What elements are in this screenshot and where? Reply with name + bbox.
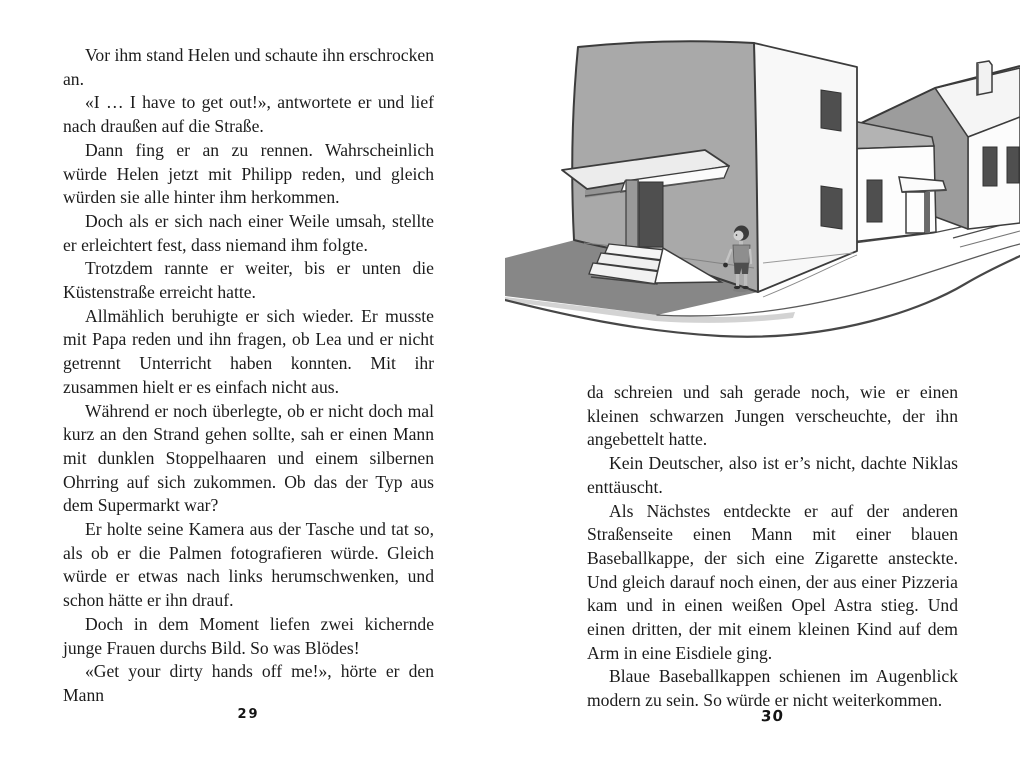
middle-house [843, 120, 946, 243]
paragraph: Als Nächstes entdeckte er auf der anderen Straßenseite einen Mann mit einer blauen Baseballkappe, der sich eine Zigarette ansteckte. Und gleich darauf noch einen, der aus einer Pizzeria kam und in einen weißen Opel Astra stieg. Und einen dritten, der mit einem kleinen Kind auf dem Arm in eine Eisdiele ging. [587, 500, 958, 663]
boy-right-arm [750, 250, 751, 263]
window [867, 180, 882, 222]
paragraph: Blaue Baseballkappen schienen im Augenblick modern zu sein. So würde er nicht weiterkommen. [587, 666, 958, 711]
paragraph: da schreien und sah gerade noch, wie er einen kleinen schwarzen Jungen verscheuchte, der ihn angebettelt hatte. [587, 382, 958, 450]
paragraph: Während er noch überlegte, ob er nicht doch mal kurz an den Strand gehen sollte, sah er einen Mann mit dunklen Stoppelhaaren und einem silbernen Ohrring auf sich zukommen. Ob das der Typ aus dem Supermarkt war? [63, 400, 434, 516]
chimney [977, 61, 992, 95]
window [983, 147, 997, 186]
boy-face [734, 231, 744, 241]
street-illustration [505, 0, 1020, 350]
paragraph: Allmählich beruhigte er sich wieder. Er musste mit Papa reden und ihn fragen, ob Lea und er nicht getrennt Unterricht haben konnten. Mit ihr zusammen hielt er es einfach nicht aus. [63, 305, 434, 397]
window [821, 90, 841, 131]
boy-shoe [734, 286, 740, 289]
boy-leg [736, 274, 739, 286]
boy-eye [736, 234, 738, 236]
right-page-text [587, 381, 958, 713]
page-number-left: 29 [237, 707, 260, 722]
boy-shirt [733, 245, 750, 263]
camera-in-hand [723, 263, 728, 268]
page-number-right: 30 [760, 706, 785, 726]
boy-neck [739, 241, 743, 245]
paragraph: «Get your dirty hands off me!», hörte er den Mann [63, 661, 434, 705]
boy-shoe [742, 286, 748, 289]
paragraph: «I … I have to get out!», antwortete er und lief nach draußen auf die Straße. [63, 92, 434, 137]
paragraph: Dann fing er an zu rennen. Wahrscheinlich würde Helen jetzt mit Philipp reden, und gleich würden sie alle hinter ihm herkommen. [63, 139, 434, 208]
entrance-door [639, 182, 663, 247]
main-building [562, 41, 857, 292]
paragraph: Doch in dem Moment liefen zwei kichernde junge Frauen durchs Bild. So was Blödes! [63, 613, 434, 658]
porch-door-gap [925, 192, 930, 233]
window [1007, 147, 1019, 183]
porch-pillar [906, 192, 925, 233]
paragraph: Vor ihm stand Helen und schaute ihn erschrocken an. [63, 45, 435, 89]
window [821, 186, 842, 229]
paragraph: Er holte seine Kamera aus der Tasche und tat so, als ob er die Palmen fotografieren würde. Gleich würde er etwas nach links herumschwenken, und schon hätte er ihn drauf. [63, 519, 434, 611]
boy-leg [744, 274, 747, 286]
paragraph: Doch als er sich nach einer Weile umsah, stellte er erleichtert fest, dass niemand ihm folgte. [63, 210, 434, 255]
awning-post [626, 180, 638, 247]
left-page-text [63, 44, 434, 708]
paragraph: Kein Deutscher, also ist er’s nicht, dachte Niklas enttäuscht. [587, 453, 958, 497]
paragraph: Trotzdem rannte er weiter, bis er unten die Küstenstraße erreicht hatte. [63, 258, 434, 303]
